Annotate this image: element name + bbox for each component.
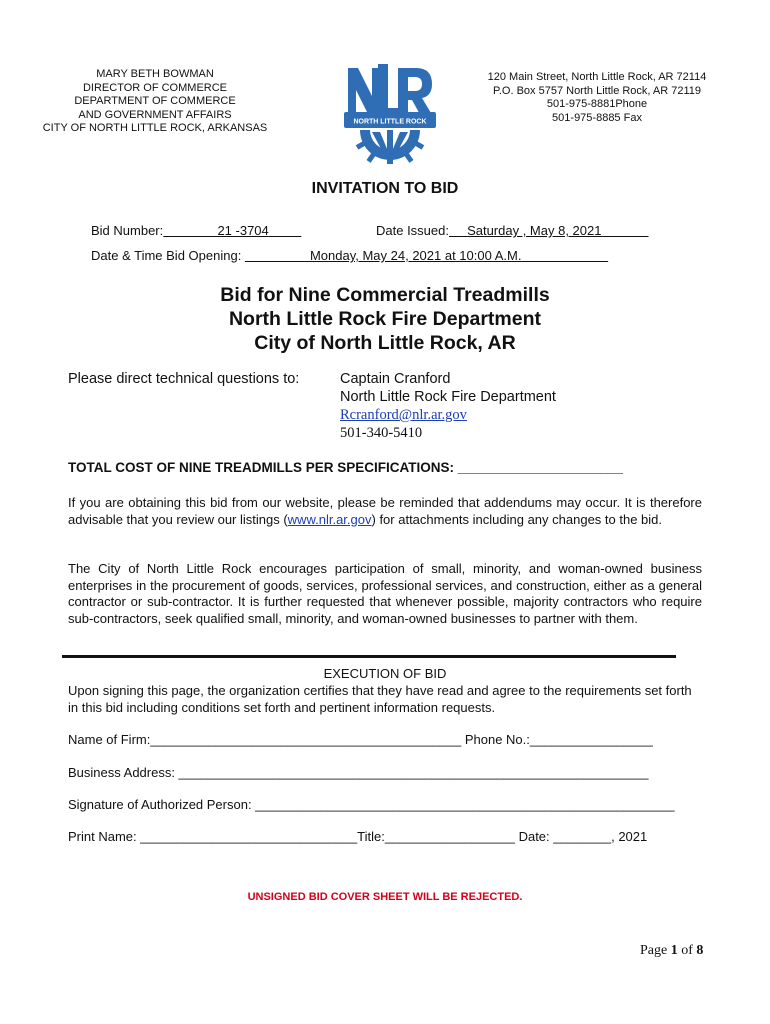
director-title: DIRECTOR OF COMMERCE — [82, 81, 228, 94]
page-total: 8 — [696, 943, 704, 958]
bid-number-value: 21 -3704 — [217, 223, 269, 238]
contact-name: Captain Cranford — [340, 371, 451, 387]
execution-text: Upon signing this page, the organization certifies that they have read and agree to the requirements set forth in this bid including conditions set forth and pertinent information requests. — [68, 683, 692, 715]
business-address-field[interactable]: Business Address: _________________________________________________________________ — [68, 765, 649, 780]
nlr-logo — [342, 60, 438, 168]
bid-opening — [91, 248, 608, 263]
page-prefix: Page — [640, 943, 671, 958]
bid-heading-line-2: North Little Rock Fire Department — [228, 308, 542, 330]
contact-label: Please direct technical questions to: — [68, 371, 300, 387]
fax-number: 501-975-8885 Fax — [552, 111, 642, 124]
bid-number — [91, 223, 301, 238]
date-issued-label: Date Issued: — [376, 223, 449, 238]
department-line-2: AND GOVERNMENT AFFAIRS — [78, 108, 232, 121]
bid-heading-line-3: City of North Little Rock, AR — [254, 332, 516, 354]
bid-opening-label: Date & Time Bid Opening: — [91, 248, 242, 263]
director-name: MARY BETH BOWMAN — [96, 68, 214, 80]
street-address: 120 Main Street, North Little Rock, AR 72114 — [487, 71, 707, 83]
letterhead-director-block — [30, 68, 280, 136]
total-cost-line: TOTAL COST OF NINE TREADMILLS PER SPECIFICATIONS: ______________________ — [68, 460, 623, 475]
phone-number: 501-975-8881Phone — [546, 98, 648, 110]
page-number — [640, 943, 703, 959]
website-notice-text-2: ) for attachments including any changes to the bid. — [371, 511, 663, 527]
website-notice-paragraph — [68, 495, 702, 528]
contact-phone: 501-340-5410 — [340, 425, 423, 441]
website-link[interactable]: www.nlr.ar.gov — [287, 511, 372, 527]
section-divider — [62, 655, 676, 658]
date-issued — [376, 223, 648, 238]
bid-heading — [0, 283, 770, 355]
city-line: CITY OF NORTH LITTLE ROCK, ARKANSAS — [42, 122, 268, 134]
bid-heading-line-1: Bid for Nine Commercial Treadmills — [220, 284, 550, 306]
bid-number-label: Bid Number: — [91, 223, 164, 238]
document-title: INVITATION TO BID — [311, 180, 459, 197]
bid-opening-value: Monday, May 24, 2021 at 10:00 A.M. — [309, 248, 522, 263]
page-current: 1 — [670, 943, 678, 958]
page-of: of — [677, 943, 697, 958]
print-title-date-field[interactable]: Print Name: ______________________________Title:__________________ Date: ________, 2021 — [68, 829, 648, 844]
contact-department: North Little Rock Fire Department — [340, 389, 556, 405]
firm-phone-field[interactable]: Name of Firm:___________________________________________ Phone No.:_________________ — [68, 732, 653, 747]
participation-paragraph: The City of North Little Rock encourages participation of small, minority, and woman-owned business enterprises in the procurement of goods, services, professional services, and construction, either as a general contractor or sub-contractor. It is further requested that whenever possible, majority contractors who require sub-contractors, seek qualified small, minority, and woman-owned businesses to partner with them. — [68, 561, 702, 626]
contact-block — [340, 370, 556, 442]
signature-field[interactable]: Signature of Authorized Person: __________________________________________________________ — [68, 797, 675, 812]
po-box: P.O. Box 5757 North Little Rock, AR 72119 — [492, 84, 702, 97]
rejection-warning: UNSIGNED BID COVER SHEET WILL BE REJECTED. — [247, 891, 523, 903]
date-issued-value: Saturday , May 8, 2021 — [467, 223, 602, 238]
logo-banner-text: NORTH LITTLE ROCK — [353, 118, 427, 126]
website-notice-text-1: If you are obtaining this bid from our website, please be reminded that addendums may occur. It is therefore advisable that you review our listings ( — [68, 495, 702, 527]
letterhead-address-block — [472, 71, 722, 125]
contact-email-link[interactable]: Rcranford@nlr.ar.gov — [340, 407, 467, 423]
execution-title: EXECUTION OF BID — [323, 666, 447, 681]
department-line-1: DEPARTMENT OF COMMERCE — [74, 95, 236, 107]
